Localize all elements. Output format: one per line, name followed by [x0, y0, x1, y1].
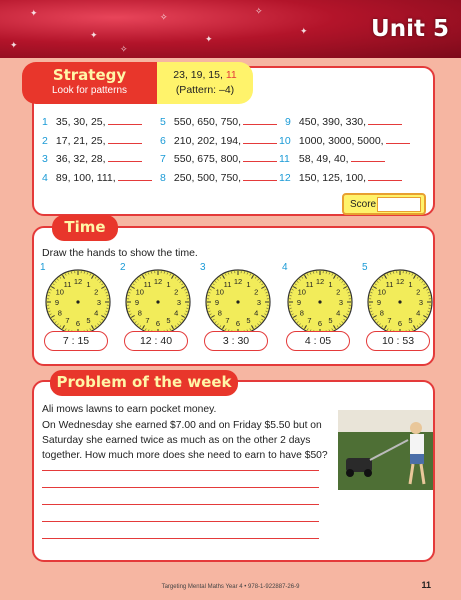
score-input[interactable]	[377, 197, 421, 212]
svg-text:5: 5	[408, 316, 413, 326]
clock-face-icon[interactable]	[286, 268, 354, 336]
svg-text:10: 10	[377, 287, 386, 297]
svg-text:2: 2	[254, 287, 259, 297]
svg-text:11: 11	[63, 279, 72, 289]
clock-face-icon[interactable]	[44, 268, 112, 336]
unit-title: Unit 5	[371, 16, 449, 42]
answer-blank[interactable]	[368, 116, 402, 125]
svg-text:6: 6	[397, 319, 403, 328]
strategy-title: Strategy	[52, 66, 127, 84]
answer-blank[interactable]	[243, 135, 277, 144]
question-item: 12 150, 125, 100,	[279, 172, 402, 184]
answer-blank[interactable]	[108, 135, 142, 144]
svg-text:7: 7	[145, 316, 150, 326]
svg-text:3: 3	[418, 298, 424, 307]
time-label: 10 : 53	[366, 331, 430, 351]
svg-text:8: 8	[379, 308, 384, 318]
svg-text:11: 11	[143, 279, 152, 289]
time-title: Time	[52, 215, 118, 241]
svg-text:12: 12	[73, 277, 83, 286]
problem-title: Problem of the week	[50, 370, 238, 396]
time-label: 7 : 15	[44, 331, 108, 351]
svg-text:2: 2	[416, 287, 421, 297]
svg-text:5: 5	[246, 316, 251, 326]
question-item: 9 450, 390, 330,	[285, 116, 402, 128]
answer-blank[interactable]	[108, 153, 142, 162]
svg-text:5: 5	[328, 316, 333, 326]
svg-text:5: 5	[166, 316, 171, 326]
clock-face-icon[interactable]	[204, 268, 272, 336]
svg-text:10: 10	[215, 287, 224, 297]
svg-text:6: 6	[75, 319, 81, 328]
clock-face-icon[interactable]	[366, 268, 434, 336]
svg-text:8: 8	[299, 308, 304, 318]
svg-text:7: 7	[387, 316, 392, 326]
answer-blank[interactable]	[243, 153, 277, 162]
svg-text:3: 3	[96, 298, 102, 307]
answer-blank[interactable]	[243, 172, 277, 181]
problem-line: Saturday she earned twice as much as on the other 2 days	[42, 435, 311, 446]
clock-face-icon[interactable]	[124, 268, 192, 336]
svg-text:2: 2	[174, 287, 179, 297]
question-item: 6 210, 202, 194,	[160, 135, 277, 147]
svg-text:10: 10	[55, 287, 64, 297]
clock-number: 1	[40, 262, 46, 273]
example-sequence: 23, 19, 15,	[173, 69, 226, 81]
svg-text:3: 3	[176, 298, 182, 307]
clock-number: 3	[200, 262, 206, 273]
svg-text:5: 5	[86, 316, 91, 326]
lawn-mowing-photo	[338, 410, 433, 490]
svg-text:8: 8	[137, 308, 142, 318]
svg-text:9: 9	[214, 298, 220, 307]
problem-line: together. How much more does she need to earn to have $50?	[42, 450, 328, 461]
question-item: 11 58, 49, 40,	[279, 153, 385, 165]
answer-blank[interactable]	[368, 172, 402, 181]
answer-blank[interactable]	[386, 135, 410, 144]
answer-blank[interactable]	[108, 116, 142, 125]
header-banner: ✦ ✦ ✧ ✦ ✧ ✦ ✧ ✦ Unit 5	[0, 0, 461, 58]
question-item: 7 550, 675, 800,	[160, 153, 277, 165]
question-item: 8 250, 500, 750,	[160, 172, 277, 184]
svg-text:1: 1	[246, 279, 251, 289]
svg-text:2: 2	[336, 287, 341, 297]
question-item: 1 35, 30, 25,	[42, 116, 142, 128]
svg-text:4: 4	[416, 308, 421, 318]
strategy-example	[157, 62, 253, 104]
example-answer: 11	[225, 69, 237, 81]
time-instruction: Draw the hands to show the time.	[42, 247, 198, 259]
svg-text:12: 12	[153, 277, 163, 286]
time-label: 4 : 05	[286, 331, 350, 351]
score-label: Score	[350, 199, 377, 210]
answer-line[interactable]	[42, 521, 319, 522]
svg-text:6: 6	[235, 319, 241, 328]
svg-text:1: 1	[408, 279, 413, 289]
svg-text:9: 9	[296, 298, 302, 307]
score-box	[342, 193, 426, 215]
girl-mowing-image	[338, 410, 433, 490]
svg-text:7: 7	[65, 316, 70, 326]
example-pattern: (Pattern: –4)	[175, 84, 235, 96]
svg-text:12: 12	[315, 277, 325, 286]
answer-blank[interactable]	[351, 153, 385, 162]
svg-text:11: 11	[223, 279, 232, 289]
clock-number: 5	[362, 262, 368, 273]
svg-text:7: 7	[225, 316, 230, 326]
svg-text:9: 9	[376, 298, 382, 307]
answer-line[interactable]	[42, 470, 319, 471]
svg-text:12: 12	[395, 277, 405, 286]
strategy-header	[22, 62, 157, 104]
svg-text:12: 12	[233, 277, 243, 286]
svg-text:6: 6	[155, 319, 161, 328]
problem-line: On Wednesday she earned $7.00 and on Friday $5.50 but on	[42, 420, 322, 431]
time-label: 3 : 30	[204, 331, 268, 351]
question-item: 4 89, 100, 111,	[42, 172, 152, 184]
svg-text:9: 9	[134, 298, 140, 307]
footer-text: Targeting Mental Maths Year 4 • 978-1-922887-26-9	[161, 584, 300, 590]
answer-blank[interactable]	[243, 116, 277, 125]
problem-line: Ali mows lawns to earn pocket money.	[42, 404, 217, 415]
answer-line[interactable]	[42, 487, 319, 488]
question-item: 2 17, 21, 25,	[42, 135, 142, 147]
svg-text:10: 10	[297, 287, 306, 297]
answer-blank[interactable]	[118, 172, 152, 181]
svg-text:4: 4	[94, 308, 99, 318]
svg-text:9: 9	[54, 298, 60, 307]
question-item: 3 36, 32, 28,	[42, 153, 142, 165]
svg-text:4: 4	[174, 308, 179, 318]
svg-text:4: 4	[336, 308, 341, 318]
svg-text:11: 11	[385, 279, 394, 289]
clock-number: 4	[282, 262, 288, 273]
svg-text:1: 1	[86, 279, 91, 289]
svg-text:6: 6	[317, 319, 323, 328]
page-number: 11	[421, 580, 431, 590]
svg-text:8: 8	[217, 308, 222, 318]
svg-text:1: 1	[328, 279, 333, 289]
answer-line[interactable]	[42, 504, 319, 505]
time-label: 12 : 40	[124, 331, 188, 351]
strategy-subtitle: Look for patterns	[51, 85, 128, 96]
clock-number: 2	[120, 262, 126, 273]
question-item: 10 1000, 3000, 5000,	[279, 135, 410, 147]
svg-text:11: 11	[305, 279, 314, 289]
svg-text:4: 4	[254, 308, 259, 318]
svg-text:2: 2	[94, 287, 99, 297]
svg-text:3: 3	[338, 298, 344, 307]
answer-line[interactable]	[42, 538, 319, 539]
svg-text:7: 7	[307, 316, 312, 326]
question-item: 5 550, 650, 750,	[160, 116, 277, 128]
svg-text:1: 1	[166, 279, 171, 289]
svg-text:8: 8	[57, 308, 62, 318]
svg-text:10: 10	[135, 287, 144, 297]
svg-text:3: 3	[256, 298, 262, 307]
